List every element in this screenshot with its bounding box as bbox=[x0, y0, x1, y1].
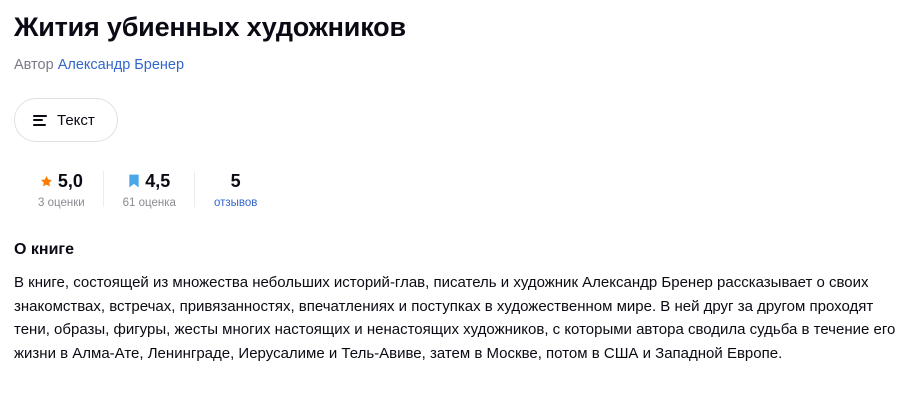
reviews-count: 5 bbox=[230, 171, 241, 191]
author-line bbox=[14, 56, 908, 74]
rating-value-reviews bbox=[231, 170, 241, 192]
author-link[interactable]: Александр Бренер bbox=[57, 57, 185, 73]
rating-cell-star bbox=[14, 170, 104, 210]
rating-value-bookmark bbox=[128, 170, 170, 192]
ratings-row bbox=[14, 170, 908, 212]
text-lines-icon bbox=[33, 115, 47, 126]
star-icon bbox=[40, 175, 53, 188]
reviews-link[interactable]: отзывов bbox=[213, 197, 258, 209]
rating-bookmark-number: 4,5 bbox=[145, 171, 171, 191]
page-title: Жития убиенных художников bbox=[14, 12, 406, 42]
about-heading: О книге bbox=[14, 241, 74, 258]
rating-bookmark-caption: 61 оценка bbox=[122, 197, 176, 209]
rating-value-star bbox=[40, 170, 83, 192]
bookmark-icon bbox=[128, 174, 140, 188]
about-text: В книге, состоящей из множества небольших историй-глав, писатель и художник Александр Бренер рассказывает о своих знакомствах, встречах, привязанностях, впечатлениях и поступках в художественном мире. В ней друг за другом проходят тени, образы, фигуры, жесты многих настоящих и ненастоящих художников, с которыми автора сводила судьба в течение его жизни в Алма-Ате, Ленинграде, Иерусалиме и Тель-Авиве, затем в Москве, потом в США и Западной Европе. bbox=[14, 274, 896, 362]
author-prefix-label: Автор bbox=[14, 57, 54, 73]
rating-star-caption: 3 оценки bbox=[38, 197, 85, 209]
format-text-button[interactable] bbox=[14, 98, 118, 142]
rating-star-number: 5,0 bbox=[57, 171, 83, 191]
format-row bbox=[14, 98, 908, 142]
rating-cell-reviews[interactable] bbox=[195, 170, 276, 210]
format-text-label: Текст bbox=[57, 111, 95, 129]
rating-cell-bookmark bbox=[104, 170, 195, 210]
